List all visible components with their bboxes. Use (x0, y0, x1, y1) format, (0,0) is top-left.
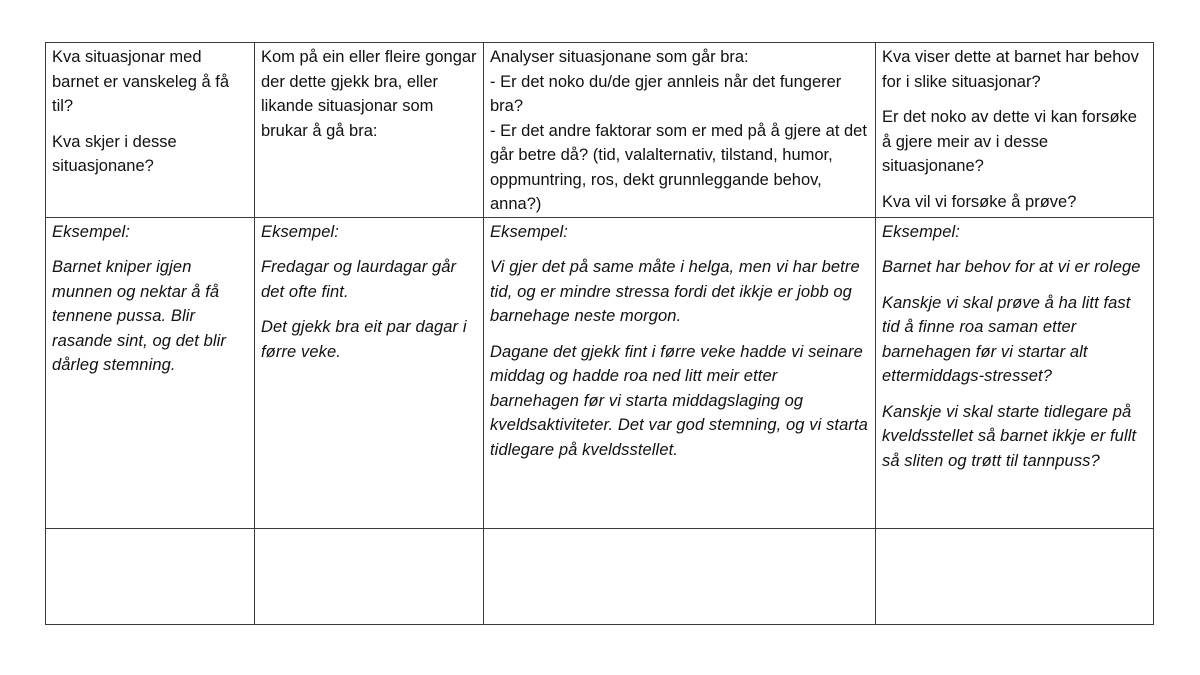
example-cell-analyse (484, 217, 876, 528)
header-row (46, 43, 1154, 218)
empty-cell (484, 528, 876, 624)
example-text: Barnet har behov for at vi er rolege (882, 258, 1141, 276)
header-question: Kva vil vi forsøke å prøve? (882, 192, 1077, 211)
example-text: Kanskje vi skal starte tidlegare på kveldsstellet så barnet ikkje er fullt så sliten og trøtt til tannpuss? (882, 402, 1137, 470)
header-question: Er det noko av dette vi kan forsøke å gjere meir av i desse situasjonane? (882, 108, 1137, 175)
worksheet-table (45, 42, 1154, 625)
example-row (46, 217, 1154, 528)
header-cell-good-situations (255, 43, 484, 218)
example-text: Det gjekk bra eit par dagar i førre veke. (261, 318, 467, 361)
header-question: Kva skjer i desse situasjonane? (52, 132, 177, 175)
example-cell-needs (876, 217, 1154, 528)
example-label: Eksempel: (490, 222, 568, 241)
example-text: Barnet kniper igjen munnen og nektar å få tennene pussa. Blir rasande sint, og det blir dårleg stemning. (52, 258, 227, 374)
example-text: Kanskje vi skal prøve å ha litt fast tid å finne roa saman etter barnehagen før vi startar alt ettermiddags-stresset? (882, 293, 1131, 385)
header-line: - Er det andre faktorar som er med på å gjere at det går betre då? (tid, valalternativ, tilstand, humor, oppmuntring, ros, dekt grunnleggande behov, anna?) (490, 121, 867, 213)
header-cell-analyse (484, 43, 876, 218)
example-label: Eksempel: (52, 222, 130, 241)
header-question: Kva situasjonar med barnet er vanskeleg å få til? (52, 48, 230, 115)
empty-answer-row (46, 528, 1154, 624)
empty-cell (876, 528, 1154, 624)
example-label: Eksempel: (261, 222, 339, 241)
header-question: Kva viser dette at barnet har behov for i slike situasjonar? (882, 48, 1139, 91)
header-cell-difficult-situations (46, 43, 255, 218)
example-text: Dagane det gjekk fint i førre veke hadde vi seinare middag og hadde roa ned litt meir etter barnehagen før vi starta middagslaging og kveldsaktiviteter. Det var god stemning, og vi starta tidlegare på kveldsstellet. (490, 342, 868, 459)
example-cell-difficult-situations (46, 217, 255, 528)
example-text: Fredagar og laurdagar går det ofte fint. (261, 258, 457, 301)
header-cell-needs (876, 43, 1154, 218)
header-line: Analyser situasjonane som går bra: (490, 48, 749, 66)
empty-cell (46, 528, 255, 624)
example-text: Vi gjer det på same måte i helga, men vi har betre tid, og er mindre stressa fordi det ikkje er jobb og barnehage neste morgon. (490, 258, 860, 325)
header-question: Kom på ein eller fleire gongar der dette gjekk bra, eller likande situasjonar som brukar å gå bra: (261, 48, 477, 140)
example-cell-good-situations (255, 217, 484, 528)
empty-cell (255, 528, 484, 624)
header-line: - Er det noko du/de gjer annleis når det fungerer bra? (490, 72, 842, 115)
example-label: Eksempel: (882, 222, 960, 241)
